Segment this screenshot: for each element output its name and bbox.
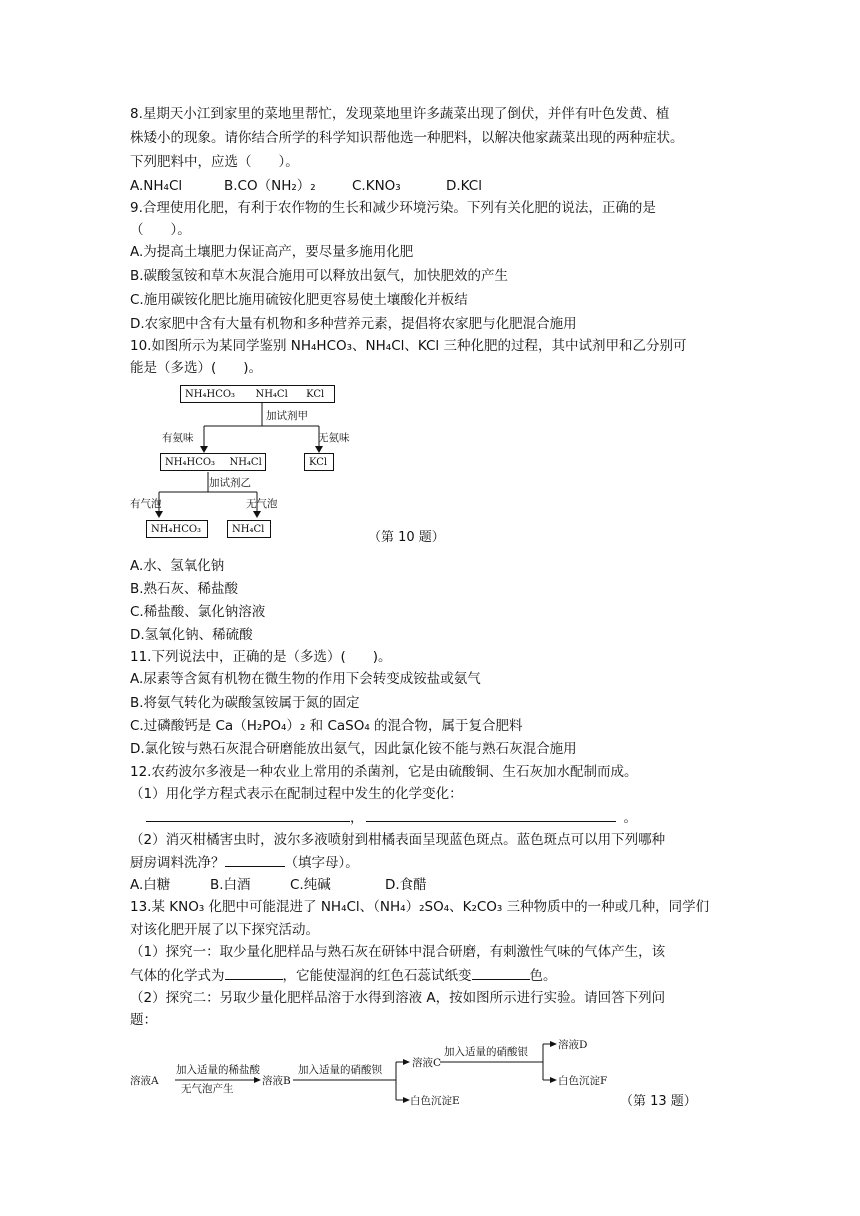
q9-line2: （ ）。 (130, 222, 191, 238)
q13-part1-line2 (130, 965, 557, 986)
q13-part2-line2: 题： (130, 1012, 157, 1028)
q9-option-b: B.碳酸氢铵和草木灰混合施用可以释放出氨气，加快肥效的产生 (130, 268, 509, 284)
q12-part2-suffix: （填字母）。 (284, 855, 359, 871)
q8-line2: 株矮小的现象。请你结合所学的科学知识帮他选一种肥料，以解决他家蔬菜出现的两种症状。 (130, 130, 684, 146)
q10-option-b: B.熟石灰、稀盐酸 (130, 581, 239, 597)
q13-solution-a: 溶液A (130, 1075, 159, 1087)
q13-part1-line1: （1）探究一：取少量化肥样品与熟石灰在研钵中混合研磨，有刺激性气味的气体产生，该 (130, 944, 666, 960)
q8-option-d: D.KCl (446, 178, 482, 194)
q13-part1-prompt: 气体的化学式为 (130, 968, 225, 984)
q12-option-a: A.白糖 (130, 877, 171, 893)
q10-top-label-c: KCl (306, 389, 325, 400)
q12-period: 。 (623, 810, 637, 826)
q10-label-ammonia: 有氨味 (162, 432, 194, 444)
q13-solution-c: 溶液C (412, 1057, 442, 1069)
q12-option-d: D.食醋 (385, 877, 427, 893)
q11-option-d: D.氯化铵与熟石灰混合研磨能放出氨气，因此氯化铵不能与熟石灰混合施用 (130, 741, 577, 757)
q8-option-b: B.CO（NH₂）₂ (224, 178, 316, 194)
q13-step3-reagent: 加入适量的硝酸银 (444, 1046, 528, 1058)
q10-top-label-a: NH₄HCO₃ (185, 389, 236, 400)
q13-step2-reagent: 加入适量的硝酸钡 (298, 1064, 382, 1076)
q9-option-a: A.为提高土壤肥力保证高产，要尽量多施用化肥 (130, 244, 414, 260)
q10-bottom-box-a: NH₄HCO₃ (146, 520, 208, 538)
q12-part2-line1: （2）消灭柑橘害虫时，波尔多液喷射到柑橘表面呈现蓝色斑点。蓝色斑点可以用下列哪种 (130, 832, 666, 848)
q10-line1: 10.如图所示为某同学鉴别 NH₄HCO₃、NH₄Cl、KCl 三种化肥的过程，其中试剂甲和乙分别可 (130, 338, 687, 354)
q12-part2-line2 (130, 852, 359, 873)
q10-reagent-yi: 加试剂乙 (209, 477, 251, 489)
q13-solution-d: 溶液D (558, 1039, 588, 1051)
q12-line1: 12.农药波尔多液是一种农业上常用的杀菌剂，它是由硫酸铜、生石灰加水配制而成。 (130, 764, 638, 780)
q9-line1: 9.合理使用化肥，有利于农作物的生长和减少环境污染。下列有关化肥的说法，正确的是 (130, 200, 656, 216)
q10-label-bubbles: 有气泡 (130, 498, 162, 510)
q10-caption: （第 10 题） (368, 530, 445, 545)
q12-part2-prompt: 厨房调料洗净？ (130, 855, 225, 871)
q9-option-c: C.施用碳铵化肥比施用硫铵化肥更容易使土壤酸化并板结 (130, 292, 468, 308)
q13-blank-formula[interactable] (225, 965, 283, 980)
q8-line3: 下列肥料中，应选（ ）。 (130, 154, 299, 170)
q10-mid-label-b: NH₄Cl (229, 457, 262, 468)
q9-option-d: D.农家肥中含有大量有机物和多种营养元素，提倡将农家肥与化肥混合施用 (130, 316, 577, 332)
q10-line2: 能是（多选）( )。 (130, 360, 263, 376)
q12-option-c: C.纯碱 (290, 877, 331, 893)
q10-option-d: D.氢氧化钠、稀硫酸 (130, 627, 253, 643)
q10-mid-box (160, 453, 266, 471)
q13-part2-line1: （2）探究二：另取少量化肥样品溶于水得到溶液 A，按如图所示进行实验。请回答下列问 (130, 990, 666, 1006)
q10-top-label-b: NH₄Cl (255, 389, 288, 400)
q12-comma: ， (350, 810, 364, 826)
q13-precipitate-f: 白色沉淀F (558, 1075, 608, 1087)
q10-reagent-jia: 加试剂甲 (266, 410, 308, 422)
q8-option-a: A.NH₄Cl (130, 178, 183, 194)
q8-line1: 8.星期天小江到家里的菜地里帮忙，发现菜地里许多蔬菜出现了倒伏，并伴有叶色发黄、植 (130, 106, 670, 122)
q11-option-a: A.尿素等含氮有机物在微生物的作用下会转变成铵盐或氨气 (130, 671, 481, 687)
q10-option-a: A.水、氢氧化钠 (130, 558, 225, 574)
q10-mid-label-a: NH₄HCO₃ (165, 457, 216, 468)
q10-option-c: C.稀盐酸、氯化钠溶液 (130, 604, 266, 620)
q13-blank-color[interactable] (472, 965, 530, 980)
q13-line1: 13.某 KNO₃ 化肥中可能混进了 NH₄Cl、（NH₄）₂SO₄、K₂CO₃ 三种物质中的一种或几种，同学们 (130, 899, 710, 915)
q12-blank-equation-1[interactable] (146, 807, 350, 822)
q10-label-no-bubbles: 无气泡 (246, 498, 278, 510)
q12-equation-blanks (146, 807, 637, 828)
q11-option-c: C.过磷酸钙是 Ca（H₂PO₄）₂ 和 CaSO₄ 的混合物，属于复合肥料 (130, 718, 523, 734)
q11-option-b: B.将氨气转化为碳酸氢铵属于氮的固定 (130, 695, 360, 711)
q13-part1-suffix: 色。 (529, 968, 557, 984)
q13-part1-mid: ，它能使湿润的红色石蕊试纸变 (282, 968, 472, 984)
q13-caption: （第 13 题） (620, 1094, 697, 1109)
q10-bottom-box-b: NH₄Cl (227, 520, 271, 538)
q10-top-box (180, 385, 335, 403)
q8-option-c: C.KNO₃ (352, 178, 401, 194)
q13-step1-reagent: 加入适量的稀盐酸 (176, 1064, 260, 1076)
q10-label-no-ammonia: 无氨味 (318, 432, 350, 444)
q10-kcl-box: KCl (304, 453, 334, 471)
q13-line2: 对该化肥开展了以下探究活动。 (130, 922, 319, 938)
q11-line1: 11.下列说法中，正确的是（多选）( )。 (130, 649, 392, 665)
q13-precipitate-e: 白色沉淀E (410, 1095, 460, 1107)
q13-step1-observation: 无气泡产生 (181, 1083, 234, 1095)
q12-option-b: B.白酒 (210, 877, 251, 893)
q13-solution-b: 溶液B (262, 1075, 291, 1087)
q12-part1-prompt: （1）用化学方程式表示在配制过程中发生的化学变化： (130, 786, 463, 802)
q12-blank-answer[interactable] (225, 852, 285, 867)
q12-blank-equation-2[interactable] (366, 807, 616, 822)
